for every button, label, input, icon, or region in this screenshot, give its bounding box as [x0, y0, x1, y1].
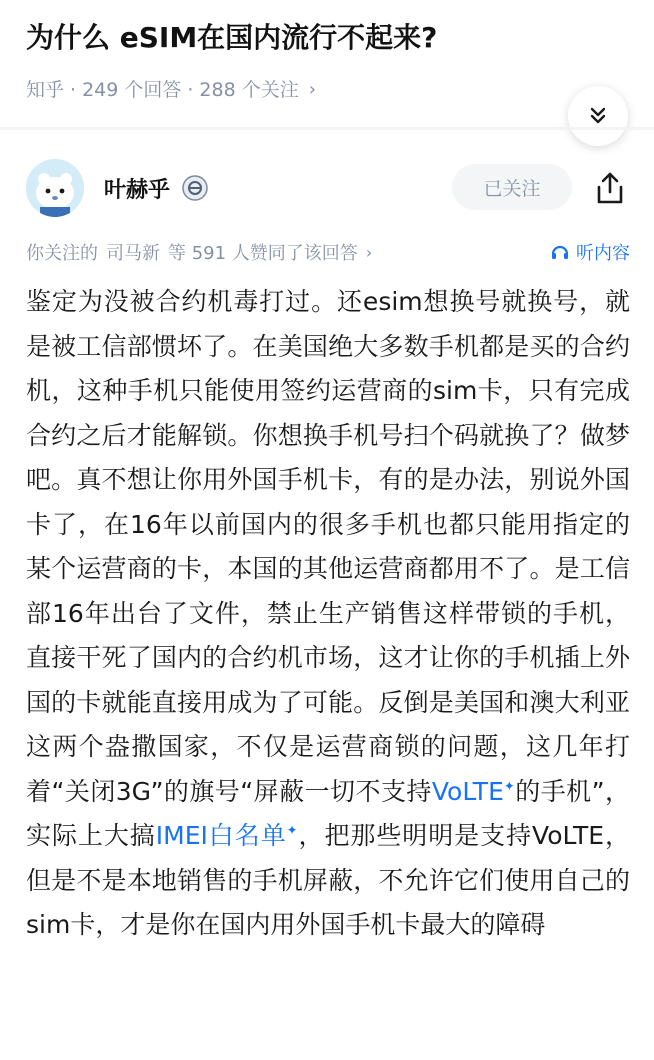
section-divider	[0, 127, 654, 130]
volte-link-label: VoLTE	[431, 776, 504, 806]
chevron-right-icon: ›	[365, 242, 373, 262]
avatar[interactable]	[26, 159, 84, 217]
question-meta[interactable]	[26, 76, 628, 104]
link-mark-icon: ✦	[503, 779, 515, 795]
question-header	[0, 0, 654, 104]
author-name[interactable]: 叶赫乎	[104, 177, 171, 203]
vote-count: 等 591 人赞同了该回答	[168, 243, 358, 264]
double-chevron-down-icon	[587, 105, 609, 127]
share-button[interactable]	[590, 168, 630, 208]
follower-count: 288 个关注	[199, 79, 299, 101]
chevron-right-icon: ›	[308, 79, 316, 100]
vote-summary[interactable]	[26, 236, 630, 268]
link-mark-icon: ✦	[286, 823, 298, 839]
answer-text-3: ，把那些明明是支持VoLTE，但是不是本地销售的手机屏蔽，不允许它们使用自己的sim卡，才是你在国内用外国手机卡最大的障碍	[26, 821, 630, 939]
listen-button[interactable]	[550, 236, 630, 268]
author-row	[26, 156, 630, 220]
avatar-image	[26, 159, 84, 217]
listen-label: 听内容	[576, 243, 630, 264]
friend-name: 司马新	[106, 243, 160, 264]
answer-count: 249 个回答	[82, 79, 182, 101]
question-title[interactable]: 为什么 eSIM在国内流行不起来?	[26, 21, 438, 54]
volte-link[interactable]	[432, 777, 515, 806]
answer-text-2: 的手机”，实际上大搞	[26, 776, 631, 850]
share-icon	[593, 170, 627, 206]
separator-dot: ·	[70, 79, 77, 101]
verified-badge-icon	[182, 175, 208, 201]
follow-button[interactable]: 已关注	[452, 164, 572, 210]
imei-whitelist-label: IMEI白名单	[155, 821, 287, 850]
headphones-icon	[550, 242, 570, 262]
friend-prefix: 你关注的	[26, 243, 98, 264]
answer-text-1: 鉴定为没被合约机毒打过。还esim想换号就换号，就是被工信部惯坏了。在美国绝大多数手机都是买的合约机，这种手机只能使用签约运营商的sim卡，只有完成合约之后才能解锁。你想换手机号扫个码就换了？做梦吧。真不想让你用外国手机卡，有的是办法，别说外国卡了，在16年以前国内的很多手机也都只能用指定的某个运营商的卡，本国的其他运营商都用不了。是工信部16年出台了文件，禁止生产销售这样带锁的手机，直接干死了国内的合约机市场，这才让你的手机插上外国的卡就能直接用成为了可能。反倒是美国和澳大利亚这两个盎撒国家，不仅是运营商锁的问题，这几年打着“关闭3G”的旗号“屏蔽一切不支持	[26, 287, 630, 806]
collapse-button[interactable]	[568, 86, 628, 146]
answer-content	[26, 280, 630, 948]
imei-whitelist-link[interactable]	[156, 821, 298, 850]
source-label: 知乎	[26, 79, 65, 101]
separator-dot: ·	[187, 79, 194, 101]
